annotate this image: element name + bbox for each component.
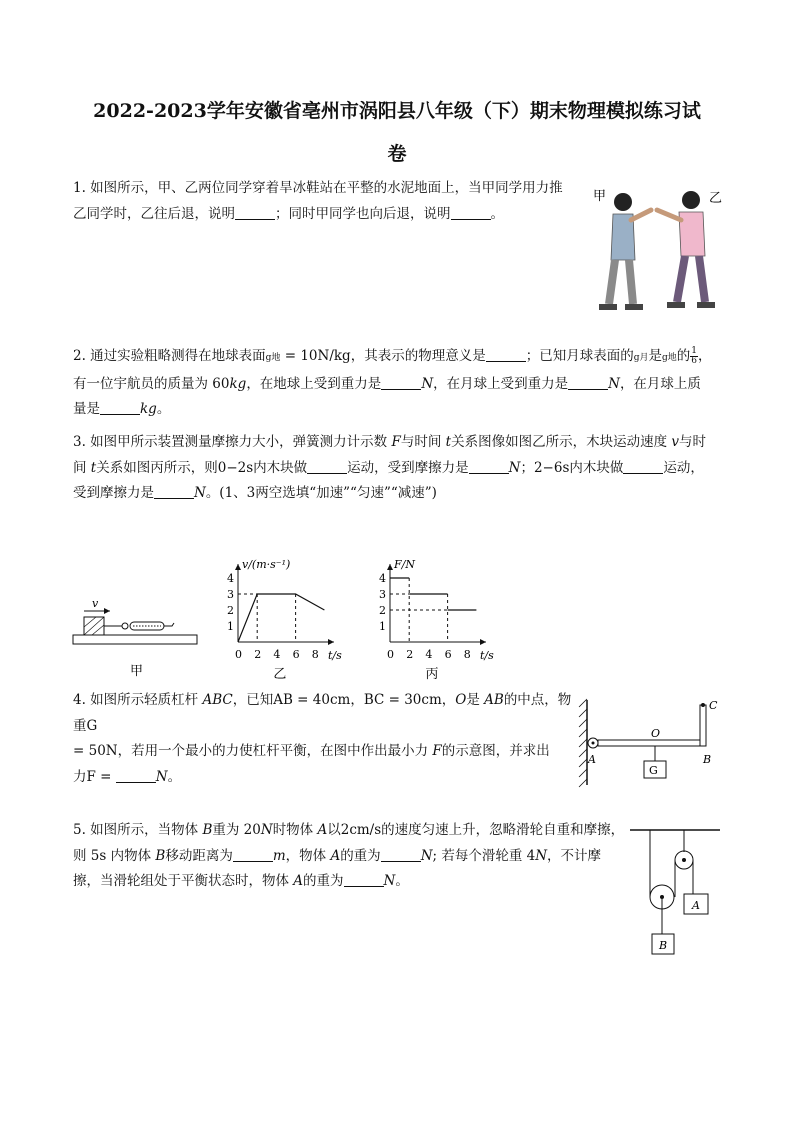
- y-axis-label: F/N: [394, 558, 415, 571]
- q4-line2: = 50N，若用一个最小的力使杠杆平衡，在图中作出最小力 F的示意图，并求出: [73, 743, 550, 759]
- q5-line1: 5. 如图所示，当物体 B重为 20N时物体 A以2cm/s的速度匀速上升，忽略滑轮自重和摩擦，: [73, 822, 625, 838]
- fig-jia-caption: 甲: [130, 664, 144, 679]
- spring-scale-icon: [122, 622, 174, 630]
- blank[interactable]: [381, 847, 421, 862]
- x-tick-label: 6: [292, 648, 300, 661]
- q1-line1: 1. 如图所示，甲、乙两位同学穿着旱冰鞋站在平整的水泥地面上，当甲同学用力推: [73, 180, 563, 196]
- label-box-b: B: [659, 939, 668, 952]
- x-tick-label: 0: [387, 648, 394, 661]
- q3-line3: 受到摩擦力是 N。(1、3两空选填“加速”“匀速”“减速”): [73, 485, 437, 501]
- skaters-figure: [585, 180, 735, 320]
- page-title: 2022-2023学年安徽省亳州市涡阳县八年级（下）期末物理模拟练习试: [93, 100, 701, 122]
- x-tick-label: 8: [311, 648, 319, 661]
- label-g: G: [649, 764, 658, 777]
- blank[interactable]: [235, 205, 275, 220]
- chart-title: 乙: [273, 667, 287, 682]
- y-tick-label: 3: [379, 588, 386, 601]
- question-2: [73, 344, 733, 423]
- blank[interactable]: [451, 205, 491, 220]
- q4-line3: 力F = N。: [73, 768, 182, 785]
- label-b: B: [703, 753, 712, 766]
- x-tick-label: 6: [444, 648, 452, 661]
- label-c: C: [709, 699, 718, 712]
- question-4: [73, 688, 583, 790]
- blank[interactable]: [623, 459, 663, 474]
- fraction: $\frac{1}{6}$: [691, 346, 697, 366]
- board: [73, 635, 197, 644]
- question-3: [73, 430, 733, 507]
- blank[interactable]: [568, 375, 608, 390]
- q3-apparatus-figure: [70, 595, 205, 680]
- label-jia: 甲: [593, 189, 607, 204]
- x-tick-label: 4: [273, 648, 281, 661]
- q5-line3: 擦，当滑轮组处于平衡状态时，物体 A的重为 N。: [73, 873, 409, 889]
- force-time-chart: [372, 542, 522, 687]
- pulley-figure: [628, 822, 728, 957]
- lever-figure: [575, 695, 735, 790]
- q5-line2: 则 5s 内物体 B移动距离为 m，物体 A的重为 N; 若每个滑轮重 4N，不计摩: [73, 847, 602, 864]
- blank[interactable]: [116, 768, 156, 783]
- x-tick-label: 8: [463, 648, 471, 661]
- y-tick-label: 2: [379, 604, 386, 617]
- lever-arm-ab: [598, 740, 700, 746]
- x-axis-arrow: [480, 639, 486, 645]
- blank[interactable]: [486, 347, 526, 362]
- x-axis-arrow: [328, 639, 334, 645]
- label-o: O: [651, 727, 661, 740]
- q2-line3: 量是 kg。: [73, 401, 171, 417]
- series-line: [238, 594, 324, 642]
- blank[interactable]: [233, 847, 273, 862]
- label-yi: 乙: [709, 191, 723, 206]
- q4-line1: 4. 如图所示轻质杠杆 ABC，已知AB = 40cm，BC = 30cm，O是 AB的中点，物重G: [73, 692, 572, 734]
- x-tick-label: 0: [235, 648, 242, 661]
- y-tick-label: 3: [227, 588, 234, 601]
- blank[interactable]: [154, 484, 194, 499]
- velocity-label: v: [92, 597, 99, 610]
- y-tick-label: 2: [227, 604, 234, 617]
- label-box-a: A: [692, 899, 700, 912]
- lever-arm-bc: [700, 705, 706, 746]
- blank[interactable]: [381, 375, 421, 390]
- blank[interactable]: [100, 400, 140, 415]
- q3-line1: 3. 如图甲所示装置测量摩擦力大小，弹簧测力计示数 F与时间 t关系图像如图乙所示，木块运动速度 v与时: [73, 434, 707, 450]
- q1-line2: 乙同学时，乙往后退，说明 ；同时甲同学也向后退，说明 。: [73, 205, 504, 222]
- x-axis-label: t/s: [328, 649, 342, 662]
- label-a: A: [588, 753, 596, 766]
- x-axis-label: t/s: [480, 649, 494, 662]
- blank[interactable]: [307, 459, 347, 474]
- q3-line2: 间 t关系如图丙所示，则0−2s内木块做 运动，受到摩擦力是 N；2−6s内木块做 运动，: [73, 459, 704, 476]
- y-tick-label: 4: [227, 572, 234, 585]
- question-1: [73, 176, 583, 227]
- velocity-time-chart: [220, 542, 370, 687]
- x-tick-label: 4: [425, 648, 433, 661]
- y-axis-arrow: [387, 564, 393, 570]
- y-tick-label: 1: [227, 620, 234, 633]
- y-axis-arrow: [235, 564, 241, 570]
- q2-line1: 2. 通过实验粗略测得在地球表面g地 = 10N/kg，其表示的物理意义是 ；已知月球表面的g月是g地的 $\frac{1}{6}$ ，: [73, 346, 712, 366]
- blank[interactable]: [469, 459, 509, 474]
- page-title-cont: 卷: [387, 143, 407, 165]
- person-yi-icon: [657, 191, 715, 308]
- chart-title: 丙: [425, 667, 439, 682]
- person-jia-icon: [599, 193, 651, 310]
- y-axis-label: v/(m·s⁻¹): [242, 558, 291, 571]
- question-5: [73, 818, 633, 895]
- x-tick-label: 2: [254, 648, 262, 661]
- x-tick-label: 2: [406, 648, 414, 661]
- q2-line2: 有一位宇航员的质量为 60kg，在地球上受到重力是 N，在月球上受到重力是 N，在月球上质: [73, 375, 701, 392]
- blank[interactable]: [344, 872, 384, 887]
- y-tick-label: 4: [379, 572, 386, 585]
- y-tick-label: 1: [379, 620, 386, 633]
